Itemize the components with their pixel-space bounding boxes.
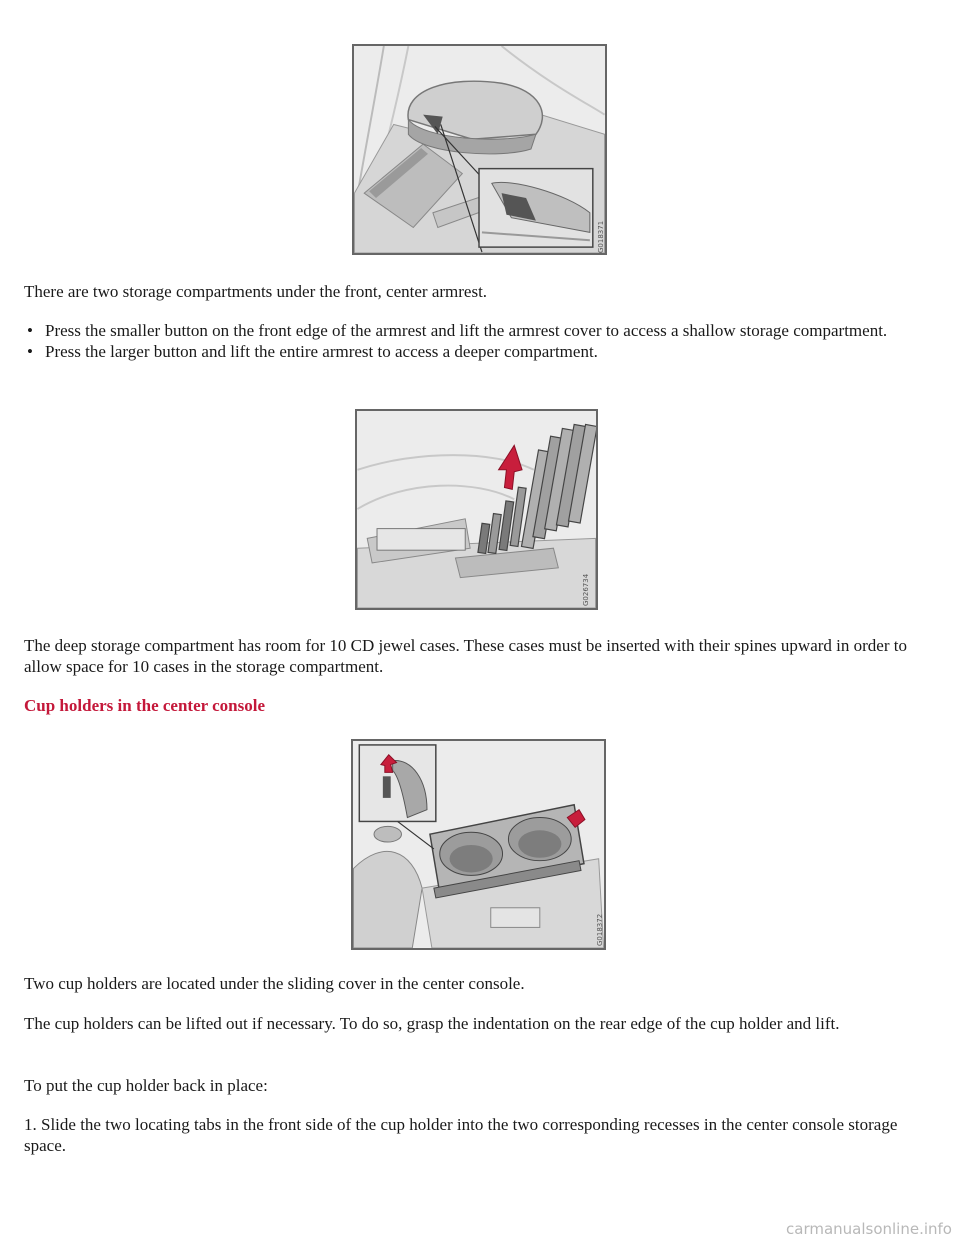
cd-storage-drawing [357, 411, 596, 608]
figure-code: G026734 [582, 573, 590, 606]
cd-storage-paragraph: The deep storage compartment has room for 10 CD jewel cases. These cases must be inserted with their spines upward in order to allow space for 10 cases in the storage compartment. [24, 636, 907, 676]
cup-holder-replace-intro: To put the cup holder back in place: [24, 1076, 268, 1095]
section-heading: Cup holders in the center console [24, 696, 265, 715]
armrest-illustration [352, 44, 607, 255]
armrest-drawing [354, 46, 605, 253]
site-watermark-link[interactable]: carmanualsonline.info [786, 1220, 952, 1238]
figure-code: G018371 [597, 220, 605, 253]
list-item [24, 341, 936, 362]
cd-storage-illustration [355, 409, 598, 610]
cup-holder-illustration [351, 739, 606, 950]
cup-holder-step-1: 1. Slide the two locating tabs in the front side of the cup holder into the two corresponding recesses in the center console storage space. [24, 1115, 898, 1155]
cup-holder-removal-paragraph: The cup holders can be lifted out if necessary. To do so, grasp the indentation on the rear edge of the cup holder and lift. [24, 1014, 840, 1033]
intro-paragraph: There are two storage compartments under the front, center armrest. [24, 282, 488, 301]
bullet-icon: • [27, 342, 33, 361]
bullet-icon: • [27, 321, 33, 340]
list-item-text: Press the smaller button on the front edge of the armrest and lift the armrest cover to access a shallow storage compartment. [45, 321, 888, 340]
cup-holder-drawing [353, 741, 604, 948]
instruction-list [24, 320, 936, 362]
cup-holder-location-paragraph: Two cup holders are located under the sliding cover in the center console. [24, 974, 525, 993]
figure-code: G018372 [596, 913, 604, 946]
list-item [24, 320, 936, 341]
list-item-text: Press the larger button and lift the entire armrest to access a deeper compartment. [45, 342, 598, 361]
